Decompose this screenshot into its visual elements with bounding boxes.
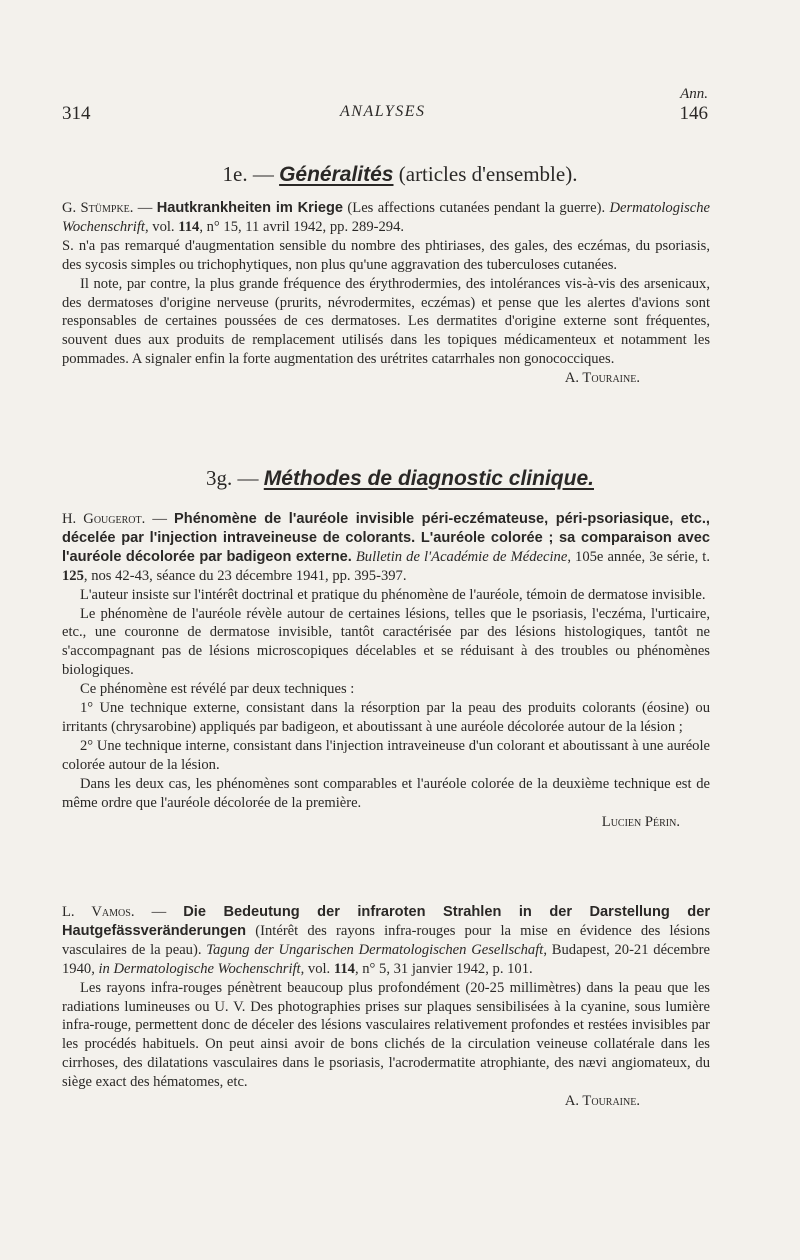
article-author: G. Stümpke.	[62, 200, 134, 216]
citation-text: , n° 5, 31 janvier 1942, p. 101.	[354, 960, 533, 977]
running-title: ANALYSES	[340, 103, 426, 120]
volume-number: 146	[679, 103, 708, 124]
citation-text: , nos 42-43, séance du 23 décembre 1941, pp. 395-397.	[83, 567, 407, 584]
citation-text: , vol.	[144, 218, 179, 235]
page-number: 314	[62, 103, 91, 124]
citation-text: , 105e année, 3e série, t.	[567, 548, 710, 565]
section-prefix: 3g. —	[206, 466, 259, 490]
article-author: H. Gougerot.	[62, 511, 146, 527]
signature: A. Touraine.	[564, 370, 640, 387]
volume: 114	[178, 218, 200, 235]
article-citation	[62, 903, 710, 979]
dash: —	[145, 511, 175, 527]
paragraph	[62, 275, 710, 387]
paragraph: S. n'a pas remarqué d'augmentation sensible du nombre des phtiriases, des gales, des eczémas, du psoriasis, des sycosis simples ou trichophytiques, non plus qu'une aggravation des tuberculoses cutanées.	[62, 237, 710, 273]
dash: —	[133, 200, 157, 216]
paragraph: Le phénomène de l'auréole révèle autour de certaines lésions, telles que le psoriasis, l'eczéma, l'urticaire, etc., une couronne de dermatose invisible, tantôt caractérisée par des lésions histologiques, tantôt ne s'accompagnant pas de lésions microscopiques décelables et se réduisant à des troubles ou phénomènes biologiques.	[62, 605, 710, 679]
volume: 114	[333, 960, 355, 977]
citation-text: (Intérêt des rayons infra-rouges pour la mise en évidence des lésions vasculaires de la peau).	[62, 922, 710, 958]
article-citation	[62, 510, 710, 586]
volume: 125	[62, 567, 84, 584]
paragraph-text: Il note, par contre, la plus grande fréquence des érythrodermies, des intolérances vis-à-vis des arsenicaux, des dermatoses d'origine nerveuse (prurits, névrodermites, eczémas) et pense que les alertes d'avions sont responsables de certaines poussées de ces dermatoses. Les dermatites d'origine externe sont fréquentes, souvent dues aux produits de remplacement utilisés dans les topiques médicamenteux et notamment les pommades. A signaler enfin la forte augmentation des urétrites catarrhales non gonococciques.	[62, 275, 710, 368]
journal-name: Dermatologische Wochenschrift	[62, 200, 711, 235]
paragraph: 1° Une technique externe, consistant dans la résorption par la peau des produits colorants (éosine) ou irritants (chrysarobine) appliqués par badigeon, et aboutissant à une auréole décolorée autour de la lésion ;	[62, 700, 710, 735]
paragraph: Les rayons infra-rouges pénètrent beaucoup plus profondément (20-25 millimètres) dans la peau que les radiations lumineuses ou U. V. Des photographies prises sur plaques sensibilisées à la cyanine, sous lumière infra-rouge, permettent donc de déceler des lésions vasculaires relativement profondes et restées invisibles par les procédés habituels. On peut ainsi avoir de bons clichés de la circulation veineuse collatérale dans les cirrhoses, des dilatations vasculaires dans le psoriasis, l'acrodermatite atrophiante, des nævi angiomateux, du siège exact des hématomes, etc.	[62, 979, 710, 1091]
section-prefix: 1e. —	[222, 162, 274, 186]
section-heading-text: Généralités	[279, 163, 394, 186]
article-citation	[62, 199, 710, 237]
article-title: Phénomène de l'auréole invisible péri-eczémateuse, péri-psoriasique, etc., décelée par l'injection intraveineuse de colorants. L'auréole colorée ; sa comparaison avec l'auréole décolorée par badigeon externe.	[62, 511, 710, 565]
journal-name: Tagung der Ungarischen Dermatologischen Gesellschaft	[206, 941, 544, 958]
citation-text: , n° 15, 11 avril 1942, pp. 289-294.	[199, 218, 405, 235]
paragraph: L'auteur insiste sur l'intérêt doctrinal et pratique du phénomène de l'auréole, témoin de dermatose invisible.	[80, 586, 706, 603]
paragraph: Dans les deux cas, les phénomènes sont comparables et l'auréole colorée de la deuxième technique est de même ordre que l'auréole décolorée de la première.	[62, 775, 710, 811]
signature: Lucien Périn.	[601, 813, 680, 830]
section-heading-text: Méthodes de diagnostic clinique.	[263, 467, 594, 490]
article-title: Hautkrankheiten im Kriege	[156, 200, 344, 216]
dash: —	[134, 904, 184, 920]
citation-text: (Les affections cutanées pendant la guerre).	[343, 200, 610, 216]
journal-name-2: in Dermatologische Wochenschrift	[98, 960, 301, 977]
paragraph: 2° Une technique interne, consistant dans l'injection intraveineuse d'un colorant et aboutissant à une auréole colorée autour de la lésion.	[62, 737, 710, 773]
paragraph: Ce phénomène est révélé par deux techniques :	[80, 681, 355, 698]
section-heading-methodes	[0, 466, 800, 491]
signature: A. Touraine.	[564, 1093, 640, 1110]
journal-abbrev: Ann.	[680, 86, 708, 102]
section-suffix: (articles d'ensemble).	[398, 162, 578, 186]
article-title: Die Bedeutung der infraroten Strahlen in der Darstellung der Hautgefässveränderungen	[62, 904, 711, 939]
citation-text: , vol.	[300, 960, 334, 977]
section-heading-generalites	[0, 162, 800, 187]
article-vamos	[62, 903, 710, 1111]
article-stumpke	[62, 199, 710, 388]
article-gougerot	[62, 510, 710, 831]
article-author: L. Vamos.	[62, 904, 135, 920]
citation-text: , Budapest, 20-21 décembre 1940,	[62, 941, 710, 977]
journal-name: Bulletin de l'Académie de Médecine	[355, 548, 568, 565]
